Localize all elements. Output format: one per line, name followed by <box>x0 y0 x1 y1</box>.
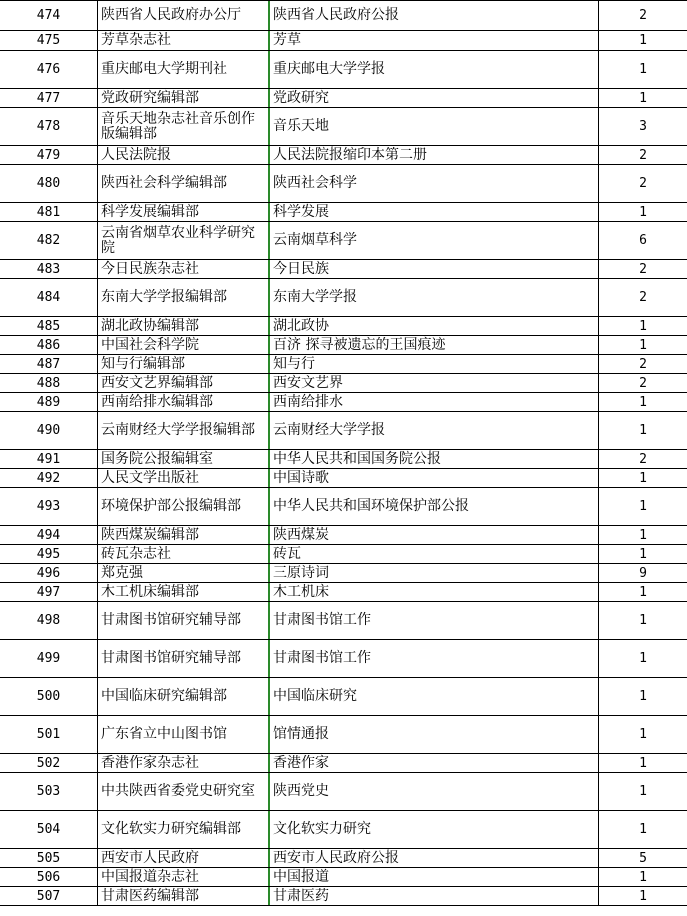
row-number: 485 <box>36 318 61 334</box>
count-cell: 1 <box>598 773 687 810</box>
table-row <box>0 1 687 31</box>
unit-cell: 云南省烟草农业科学研究院 <box>97 222 268 259</box>
unit-cell: 人民法院报 <box>97 146 268 164</box>
row-number: 501 <box>36 727 61 742</box>
unit-cell: 陕西煤炭编辑部 <box>97 526 268 544</box>
unit-cell: 人民文学出版社 <box>97 469 268 487</box>
unit-cell: 今日民族杂志社 <box>97 260 268 278</box>
table-row <box>0 811 687 849</box>
count-cell: 1 <box>598 868 687 886</box>
count-cell: 1 <box>598 678 687 715</box>
table-row <box>0 773 687 811</box>
publication-cell: 甘肃图书馆工作 <box>268 602 598 639</box>
table-row <box>0 355 687 374</box>
count-cell: 1 <box>598 545 687 563</box>
unit-cell: 东南大学学报编辑部 <box>97 279 268 316</box>
publication-cell: 芳草 <box>268 31 598 50</box>
unit-cell: 砖瓦杂志社 <box>97 545 268 563</box>
row-number: 487 <box>36 356 61 372</box>
table-row <box>0 108 687 146</box>
count-cell: 1 <box>598 754 687 772</box>
table-row <box>0 754 687 773</box>
row-number: 504 <box>36 822 61 837</box>
row-number: 492 <box>36 470 61 486</box>
table-row <box>0 640 687 678</box>
publication-cell: 木工机床 <box>268 583 598 601</box>
row-number: 481 <box>36 204 61 220</box>
unit-cell: 甘肃图书馆研究辅导部 <box>97 602 268 639</box>
count-cell: 2 <box>598 374 687 392</box>
unit-cell: 芳草杂志社 <box>97 31 268 50</box>
publication-cell: 党政研究 <box>268 89 598 107</box>
unit-cell: 西安市人民政府 <box>97 849 268 867</box>
unit-cell: 广东省立中山图书馆 <box>97 716 268 753</box>
count-cell: 6 <box>598 222 687 259</box>
unit-cell: 科学发展编辑部 <box>97 203 268 221</box>
row-number: 506 <box>36 869 61 885</box>
count-cell: 1 <box>598 393 687 411</box>
count-cell: 2 <box>598 279 687 316</box>
table-row <box>0 279 687 317</box>
unit-cell: 木工机床编辑部 <box>97 583 268 601</box>
count-cell: 1 <box>598 336 687 354</box>
publication-cell: 中国报道 <box>268 868 598 886</box>
table-row <box>0 868 687 887</box>
table-row <box>0 526 687 545</box>
unit-cell: 甘肃医药编辑部 <box>97 887 268 905</box>
table-row <box>0 89 687 108</box>
table-row <box>0 317 687 336</box>
publication-cell: 中国诗歌 <box>268 469 598 487</box>
unit-cell: 西南给排水编辑部 <box>97 393 268 411</box>
table-row <box>0 393 687 412</box>
publication-cell: 中华人民共和国国务院公报 <box>268 450 598 468</box>
count-cell: 1 <box>598 31 687 50</box>
publication-cell: 砖瓦 <box>268 545 598 563</box>
unit-cell: 环境保护部公报编辑部 <box>97 488 268 525</box>
row-number: 479 <box>36 147 61 163</box>
count-cell: 1 <box>598 469 687 487</box>
row-number: 507 <box>36 888 61 904</box>
count-cell: 1 <box>598 640 687 677</box>
publication-cell: 陕西省人民政府公报 <box>268 1 598 30</box>
unit-cell: 党政研究编辑部 <box>97 89 268 107</box>
count-cell: 3 <box>598 108 687 145</box>
publication-cell: 陕西党史 <box>268 773 598 810</box>
table-row <box>0 31 687 51</box>
count-cell: 2 <box>598 355 687 373</box>
unit-cell: 知与行编辑部 <box>97 355 268 373</box>
unit-cell: 香港作家杂志社 <box>97 754 268 772</box>
unit-cell: 音乐天地杂志社音乐创作版编辑部 <box>97 108 268 145</box>
publication-cell: 香港作家 <box>268 754 598 772</box>
count-cell: 2 <box>598 1 687 30</box>
publication-cell: 湖北政协 <box>268 317 598 335</box>
row-number: 489 <box>36 394 61 410</box>
row-number: 503 <box>36 784 61 799</box>
table-row <box>0 336 687 355</box>
row-number: 476 <box>36 62 61 77</box>
table-row <box>0 450 687 469</box>
unit-cell: 文化软实力研究编辑部 <box>97 811 268 848</box>
publication-cell: 人民法院报缩印本第二册 <box>268 146 598 164</box>
count-cell: 1 <box>598 602 687 639</box>
row-number: 480 <box>36 176 61 191</box>
row-number: 482 <box>36 233 61 248</box>
publication-cell: 陕西煤炭 <box>268 526 598 544</box>
publication-cell: 馆情通报 <box>268 716 598 753</box>
publication-cell: 甘肃图书馆工作 <box>268 640 598 677</box>
row-number: 488 <box>36 375 61 391</box>
table-row <box>0 887 687 906</box>
count-cell: 2 <box>598 260 687 278</box>
unit-cell: 中共陕西省委党史研究室 <box>97 773 268 810</box>
publication-cell: 音乐天地 <box>268 108 598 145</box>
count-cell: 2 <box>598 146 687 164</box>
unit-cell: 湖北政协编辑部 <box>97 317 268 335</box>
row-number: 502 <box>36 755 61 771</box>
row-number: 484 <box>36 290 61 305</box>
table-row <box>0 716 687 754</box>
table-row <box>0 583 687 602</box>
table-row <box>0 412 687 450</box>
count-cell: 1 <box>598 412 687 449</box>
table-row <box>0 564 687 583</box>
row-number: 474 <box>36 8 61 23</box>
table-row <box>0 51 687 89</box>
row-number: 491 <box>36 451 61 467</box>
table-row <box>0 165 687 203</box>
count-cell: 1 <box>598 526 687 544</box>
count-cell: 1 <box>598 89 687 107</box>
table-row <box>0 488 687 526</box>
row-number: 490 <box>36 423 61 438</box>
publication-cell: 云南烟草科学 <box>268 222 598 259</box>
publication-cell: 西安市人民政府公报 <box>268 849 598 867</box>
unit-cell: 中国社会科学院 <box>97 336 268 354</box>
table-row <box>0 545 687 564</box>
row-number: 497 <box>36 584 61 600</box>
table-row <box>0 222 687 260</box>
unit-cell: 中国报道杂志社 <box>97 868 268 886</box>
table-row <box>0 469 687 488</box>
row-number: 486 <box>36 337 61 353</box>
publication-cell: 文化软实力研究 <box>268 811 598 848</box>
publication-cell: 陕西社会科学 <box>268 165 598 202</box>
row-number: 494 <box>36 527 61 543</box>
table-row <box>0 203 687 222</box>
count-cell: 9 <box>598 564 687 582</box>
unit-cell: 陕西省人民政府办公厅 <box>97 1 268 30</box>
publication-cell: 三原诗词 <box>268 564 598 582</box>
publication-cell: 中华人民共和国环境保护部公报 <box>268 488 598 525</box>
count-cell: 1 <box>598 811 687 848</box>
row-number: 500 <box>36 689 61 704</box>
publication-cell: 重庆邮电大学学报 <box>268 51 598 88</box>
table-row <box>0 849 687 868</box>
count-cell: 1 <box>598 488 687 525</box>
publication-cell: 云南财经大学学报 <box>268 412 598 449</box>
row-number: 498 <box>36 613 61 628</box>
publication-cell: 中国临床研究 <box>268 678 598 715</box>
count-cell: 2 <box>598 450 687 468</box>
count-cell: 1 <box>598 887 687 905</box>
unit-cell: 甘肃图书馆研究辅导部 <box>97 640 268 677</box>
count-cell: 1 <box>598 716 687 753</box>
publication-cell: 甘肃医药 <box>268 887 598 905</box>
row-number: 495 <box>36 546 61 562</box>
table-row <box>0 602 687 640</box>
unit-cell: 云南财经大学学报编辑部 <box>97 412 268 449</box>
count-cell: 1 <box>598 583 687 601</box>
publication-cell: 西安文艺界 <box>268 374 598 392</box>
count-cell: 5 <box>598 849 687 867</box>
unit-cell: 重庆邮电大学期刊社 <box>97 51 268 88</box>
row-number: 475 <box>36 33 61 48</box>
publication-cell: 东南大学学报 <box>268 279 598 316</box>
publication-cell: 今日民族 <box>268 260 598 278</box>
unit-cell: 郑克强 <box>97 564 268 582</box>
publication-cell: 百济 探寻被遗忘的王国痕迹 <box>268 336 598 354</box>
table-row <box>0 678 687 716</box>
row-number: 477 <box>36 90 61 106</box>
unit-cell: 国务院公报编辑室 <box>97 450 268 468</box>
row-number: 483 <box>36 261 61 277</box>
table-row <box>0 146 687 165</box>
count-cell: 1 <box>598 203 687 221</box>
unit-cell: 中国临床研究编辑部 <box>97 678 268 715</box>
row-number: 478 <box>36 119 61 134</box>
count-cell: 1 <box>598 51 687 88</box>
row-number: 505 <box>36 850 61 866</box>
row-number: 496 <box>36 565 61 581</box>
publication-cell: 知与行 <box>268 355 598 373</box>
publication-cell: 西南给排水 <box>268 393 598 411</box>
count-cell: 1 <box>598 317 687 335</box>
count-cell: 2 <box>598 165 687 202</box>
unit-cell: 西安文艺界编辑部 <box>97 374 268 392</box>
table-row <box>0 260 687 279</box>
row-number: 493 <box>36 499 61 514</box>
row-number: 499 <box>36 651 61 666</box>
unit-cell: 陕西社会科学编辑部 <box>97 165 268 202</box>
table-row <box>0 374 687 393</box>
publication-cell: 科学发展 <box>268 203 598 221</box>
